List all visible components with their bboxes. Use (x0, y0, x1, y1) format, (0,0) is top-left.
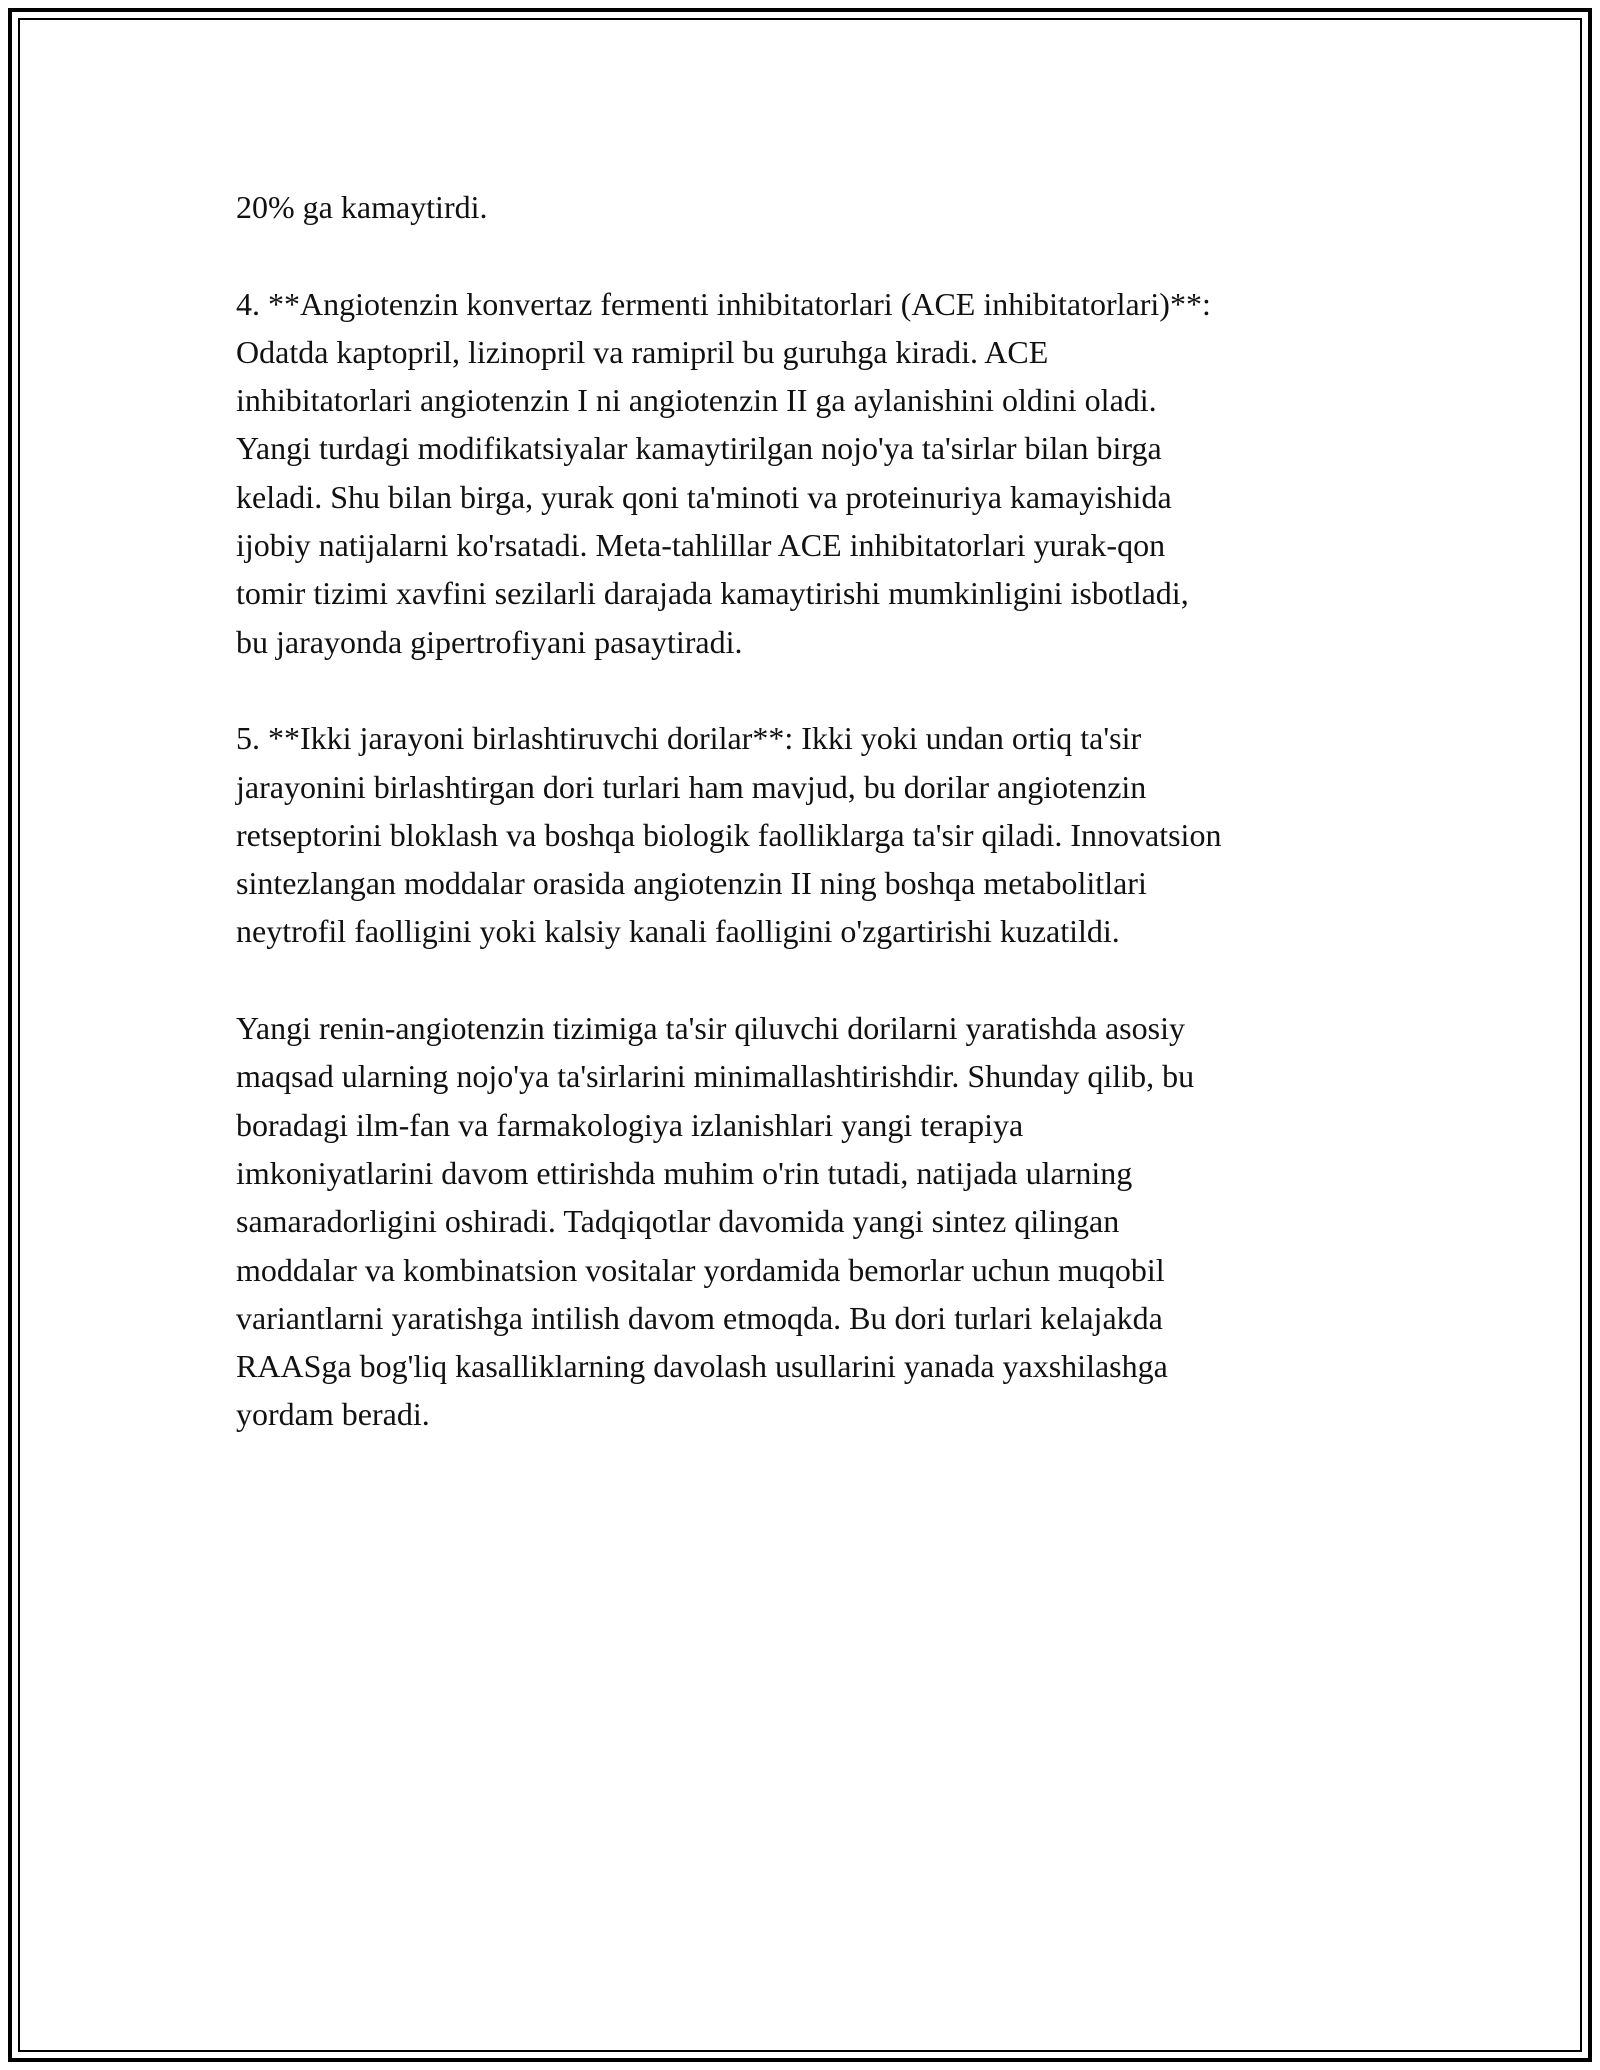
paragraph-continuation: 20% ga kamaytirdi. (236, 189, 488, 225)
document-body (236, 183, 1386, 1439)
paragraph-item-5-dual-action-drugs: 5. **Ikki jarayoni birlashtiruvchi dorilar**: Ikki yoki undan ortiq ta'sir jarayonini birlashtirgan dori turlari ham mavjud, bu dorilar angiotenzin retseptorini bloklash va boshqa biologik faolliklarga ta'sir qiladi. Innovatsion sintezlangan moddalar orasida angiotenzin II ning boshqa metabolitlari neytrofil faolligini yoki kalsiy kanali faolligini o'zgartirishi kuzatildi. (236, 720, 1222, 950)
paragraph-item-4-ace-inhibitors: 4. **Angiotenzin konvertaz fermenti inhibitatorlari (ACE inhibitatorlari)**: Odatda kaptopril, lizinopril va ramipril bu guruhga kiradi. ACE inhibitatorlari angiotenzin I ni angiotenzin II ga aylanishini oldini oladi. Yangi turdagi modifikatsiyalar kamaytirilgan nojo'ya ta'sirlar bilan birga keladi. Shu bilan birga, yurak qoni ta'minoti va proteinuriya kamayishida ijobiy natijalarni ko'rsatadi. Meta-tahlillar ACE inhibitatorlari yurak-qon tomir tizimi xavfini sezilarli darajada kamaytirishi mumkinligini isbotladi, bu jarayonda gipertrofiyani pasaytiradi. (236, 285, 1211, 660)
paragraph-conclusion: Yangi renin-angiotenzin tizimiga ta'sir qiluvchi dorilarni yaratishda asosiy maqsad ularning nojo'ya ta'sirlarini minimallashtirishdir. Shunday qilib, bu boradagi ilm-fan va farmakologiya izlanishlari yangi terapiya imkoniyatlarini davom ettirishda muhim o'rin tutadi, natijada ularning samaradorligini oshiradi. Tadqiqotlar davomida yangi sintez qilingan moddalar va kombinatsion vositalar yordamida bemorlar uchun muqobil variantlarni yaratishga intilish davom etmoqda. Bu dori turlari kelajakda RAASga bog'liq kasalliklarning davolash usullarini yanada yaxshilashga yordam beradi. (236, 1010, 1195, 1433)
